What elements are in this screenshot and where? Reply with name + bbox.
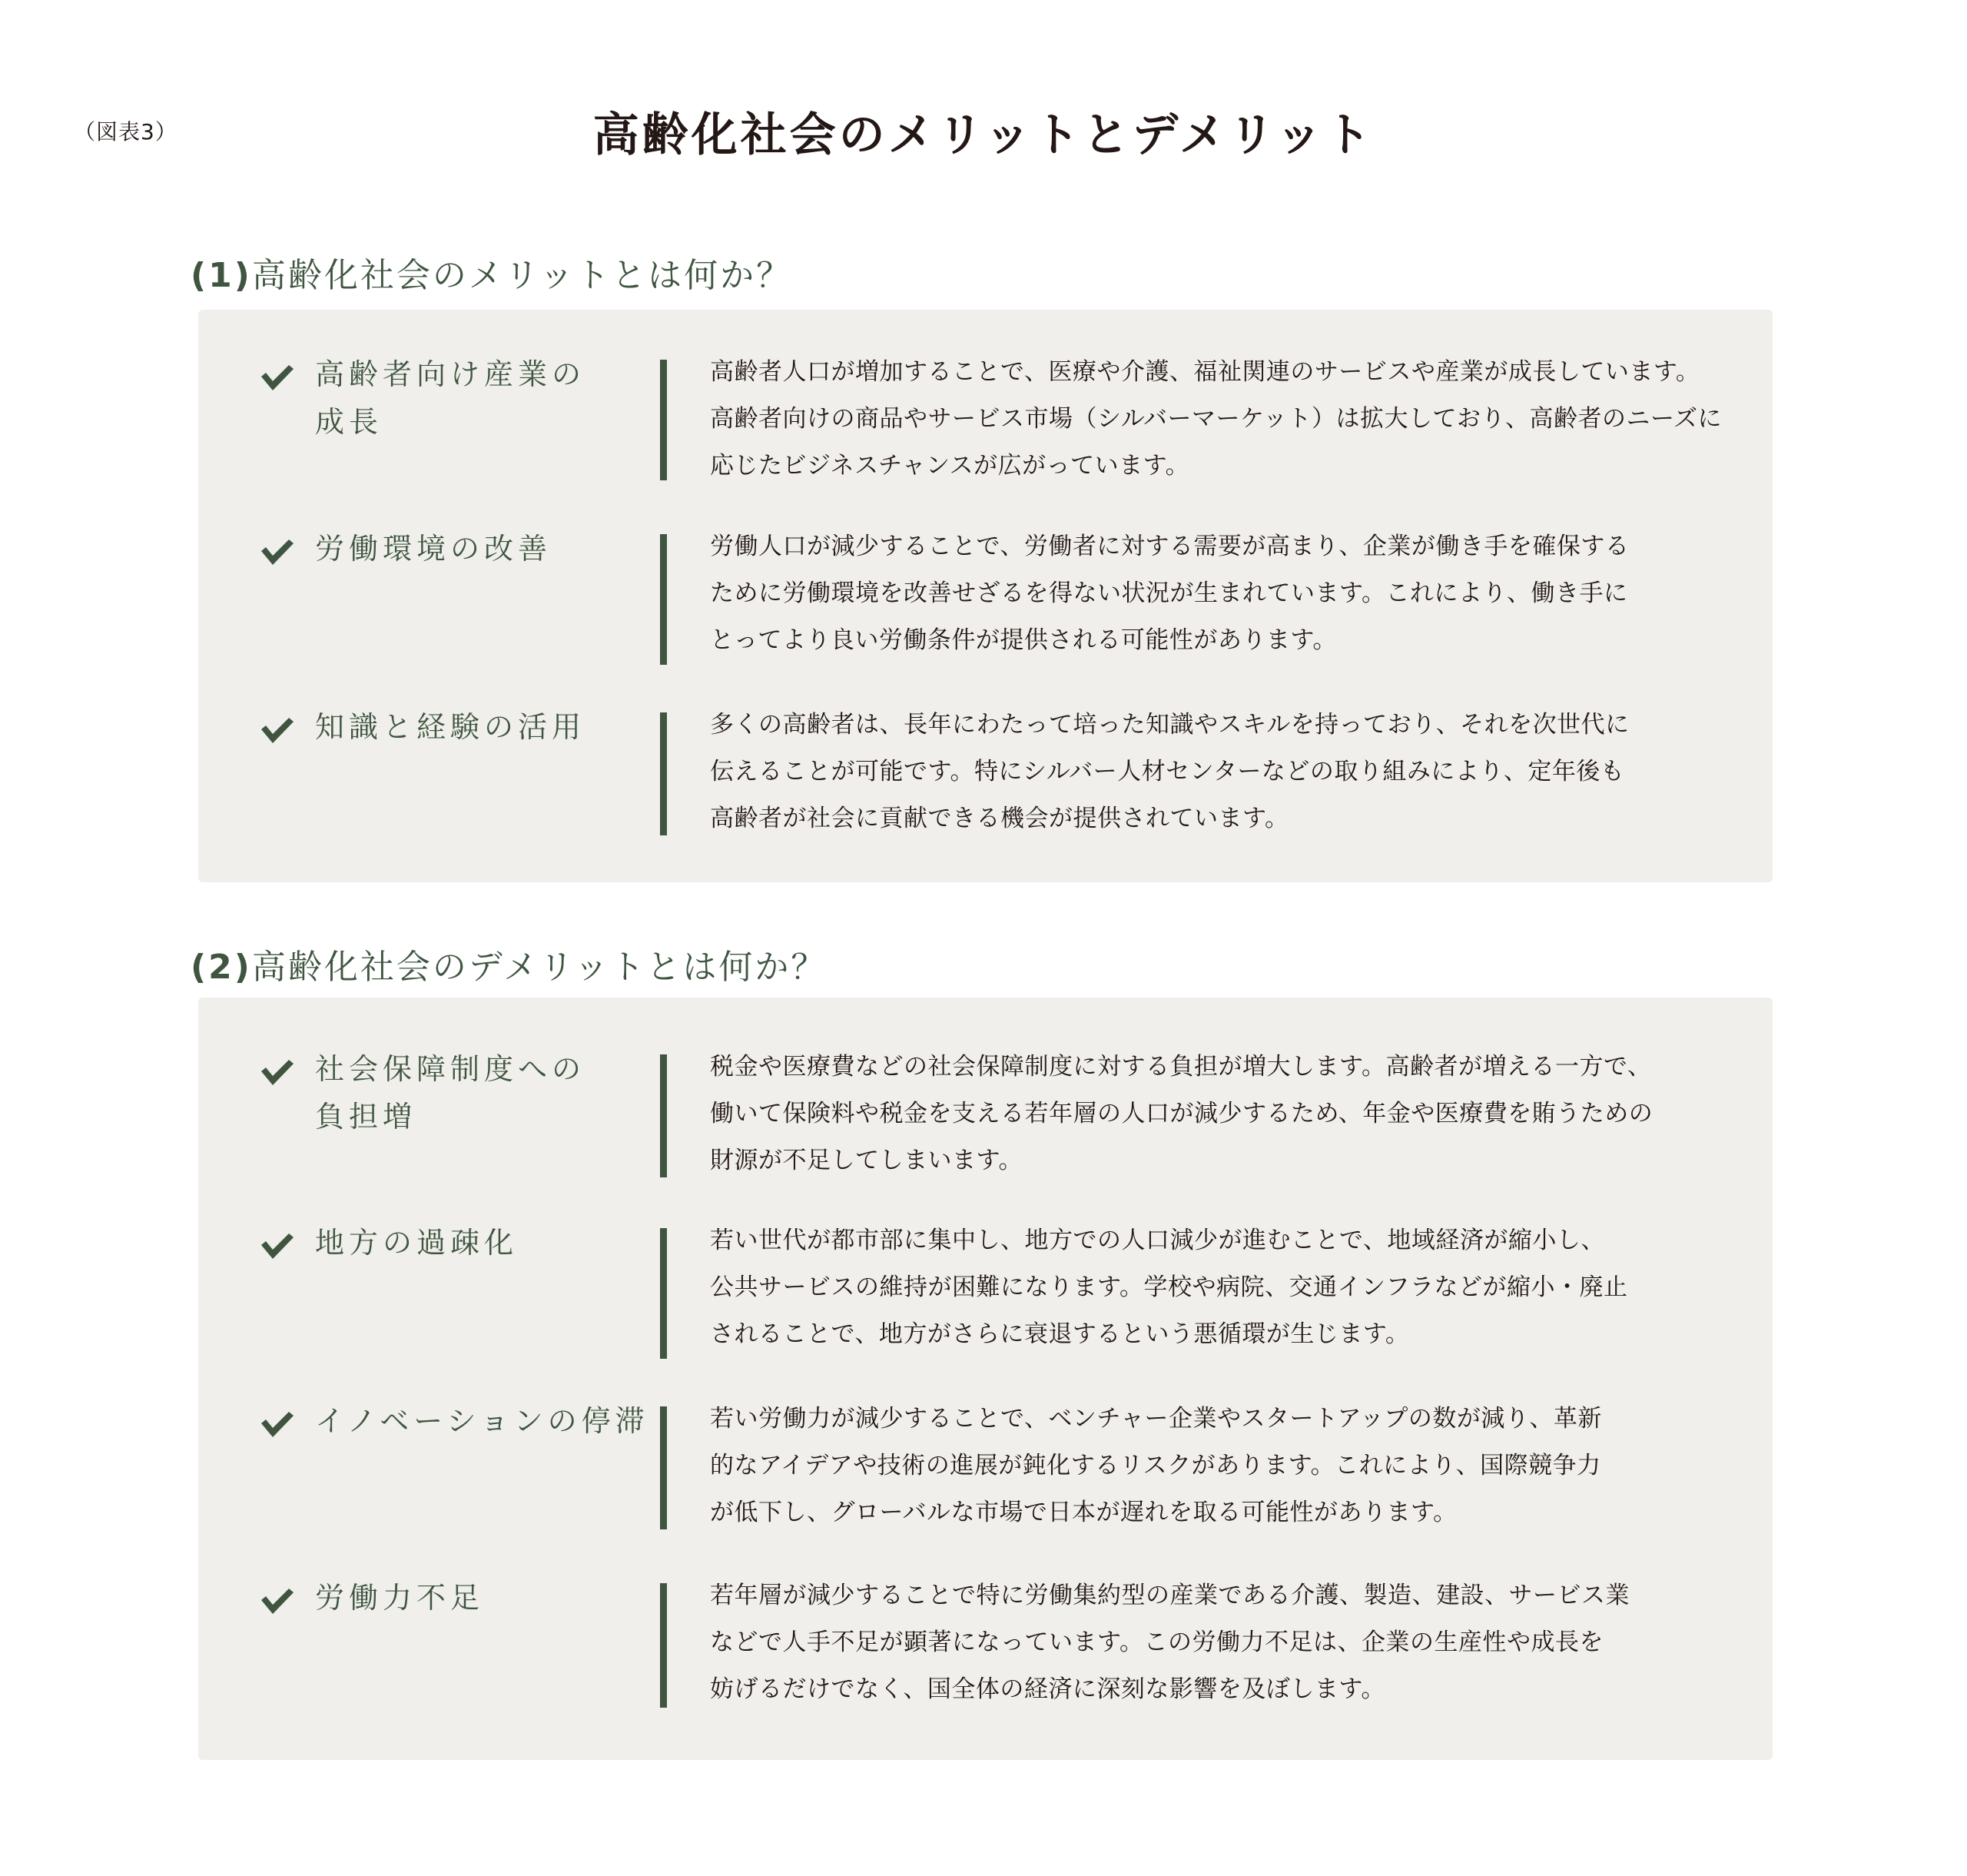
divider-bar <box>660 360 667 480</box>
item-description: 若い世代が都市部に集中し、地方での人口減少が進むことで、地域経済が縮小し、 公共サービスの維持が困難になります。学校や病院、交通インフラなどが縮小・廃止 されることで、地方がさらに衰退するという悪循環が生じます。 <box>710 1227 1628 1348</box>
item-label: イノベーションの停滞 <box>315 1404 649 1438</box>
divider-bar <box>660 712 667 835</box>
item-description: 多くの高齢者は、長年にわたって培った知識やスキルを持っており、それを次世代に 伝えることが可能です。特にシルバー人材センターなどの取り組みにより、定年後も 高齢者が社会に貢献できる機会が提供されています。 <box>710 711 1630 832</box>
check-icon <box>260 716 295 746</box>
check-icon <box>260 363 295 393</box>
check-icon <box>260 537 295 568</box>
item-description: 若年層が減少することで特に労働集約型の産業である介護、製造、建設、サービス業 などで人手不足が顕著になっています。この労働力不足は、企業の生産性や成長を 妨げるだけでなく、国全体の経済に深刻な影響を及ぼします。 <box>710 1582 1630 1703</box>
section-heading-merits <box>191 247 792 297</box>
item-description: 高齢者人口が増加することで、医療や介護、福祉関連のサービスや産業が成長しています。 高齢者向けの商品やサービス市場（シルバーマーケット）は拡大しており、高齢者のニーズに 応じたビジネスチャンスが広がっています。 <box>710 358 1722 480</box>
page-title: 高齢化社会のメリットとデメリット <box>592 108 1375 162</box>
check-icon <box>260 1409 295 1440</box>
item-label: 労働環境の改善 <box>315 532 552 566</box>
item-label: 地方の過疎化 <box>315 1226 519 1260</box>
item-label: 労働力不足 <box>315 1581 485 1615</box>
merits-panel <box>198 310 1773 882</box>
section-title: 高齢化社会のメリットとは何か？ <box>251 256 793 295</box>
section-number: (2) <box>191 948 252 987</box>
item-label: 知識と経験の活用 <box>315 710 586 744</box>
item-description: 若い労働力が減少することで、ベンチャー企業やスタートアップの数が減り、革新 的なアイデアや技術の進展が鈍化するリスクがあります。これにより、国際競争力 が低下し、グローバルな市場で日本が遅れを取る可能性があります。 <box>710 1405 1602 1526</box>
divider-bar <box>660 1228 667 1359</box>
demerits-panel <box>198 998 1773 1760</box>
item-description: 税金や医療費などの社会保障制度に対する負担が増大します。高齢者が増える一方で、 働いて保険料や税金を支える若年層の人口が減少するため、年金や医療費を賄うための 財源が不足してしまいます。 <box>710 1053 1654 1174</box>
divider-bar <box>660 534 667 665</box>
divider-bar <box>660 1406 667 1529</box>
section-heading-demerits <box>191 939 827 988</box>
item-description: 労働人口が減少することで、労働者に対する需要が高まり、企業が働き手を確保する ために労働環境を改善せざるを得ない状況が生まれています。これにより、働き手に とってより良い労働条件が提供される可能性があります。 <box>710 533 1630 654</box>
divider-bar <box>660 1054 667 1177</box>
check-icon <box>260 1586 295 1617</box>
divider-bar <box>660 1583 667 1708</box>
item-label: 高齢者向け産業の 成長 <box>315 357 586 439</box>
check-icon <box>260 1231 295 1262</box>
item-label: 社会保障制度への 負担増 <box>315 1052 586 1134</box>
section-number: (1) <box>191 256 252 295</box>
section-title: 高齢化社会のデメリットとは何か？ <box>251 948 828 987</box>
check-icon <box>260 1058 295 1088</box>
figure-label: （図表3） <box>74 119 177 144</box>
